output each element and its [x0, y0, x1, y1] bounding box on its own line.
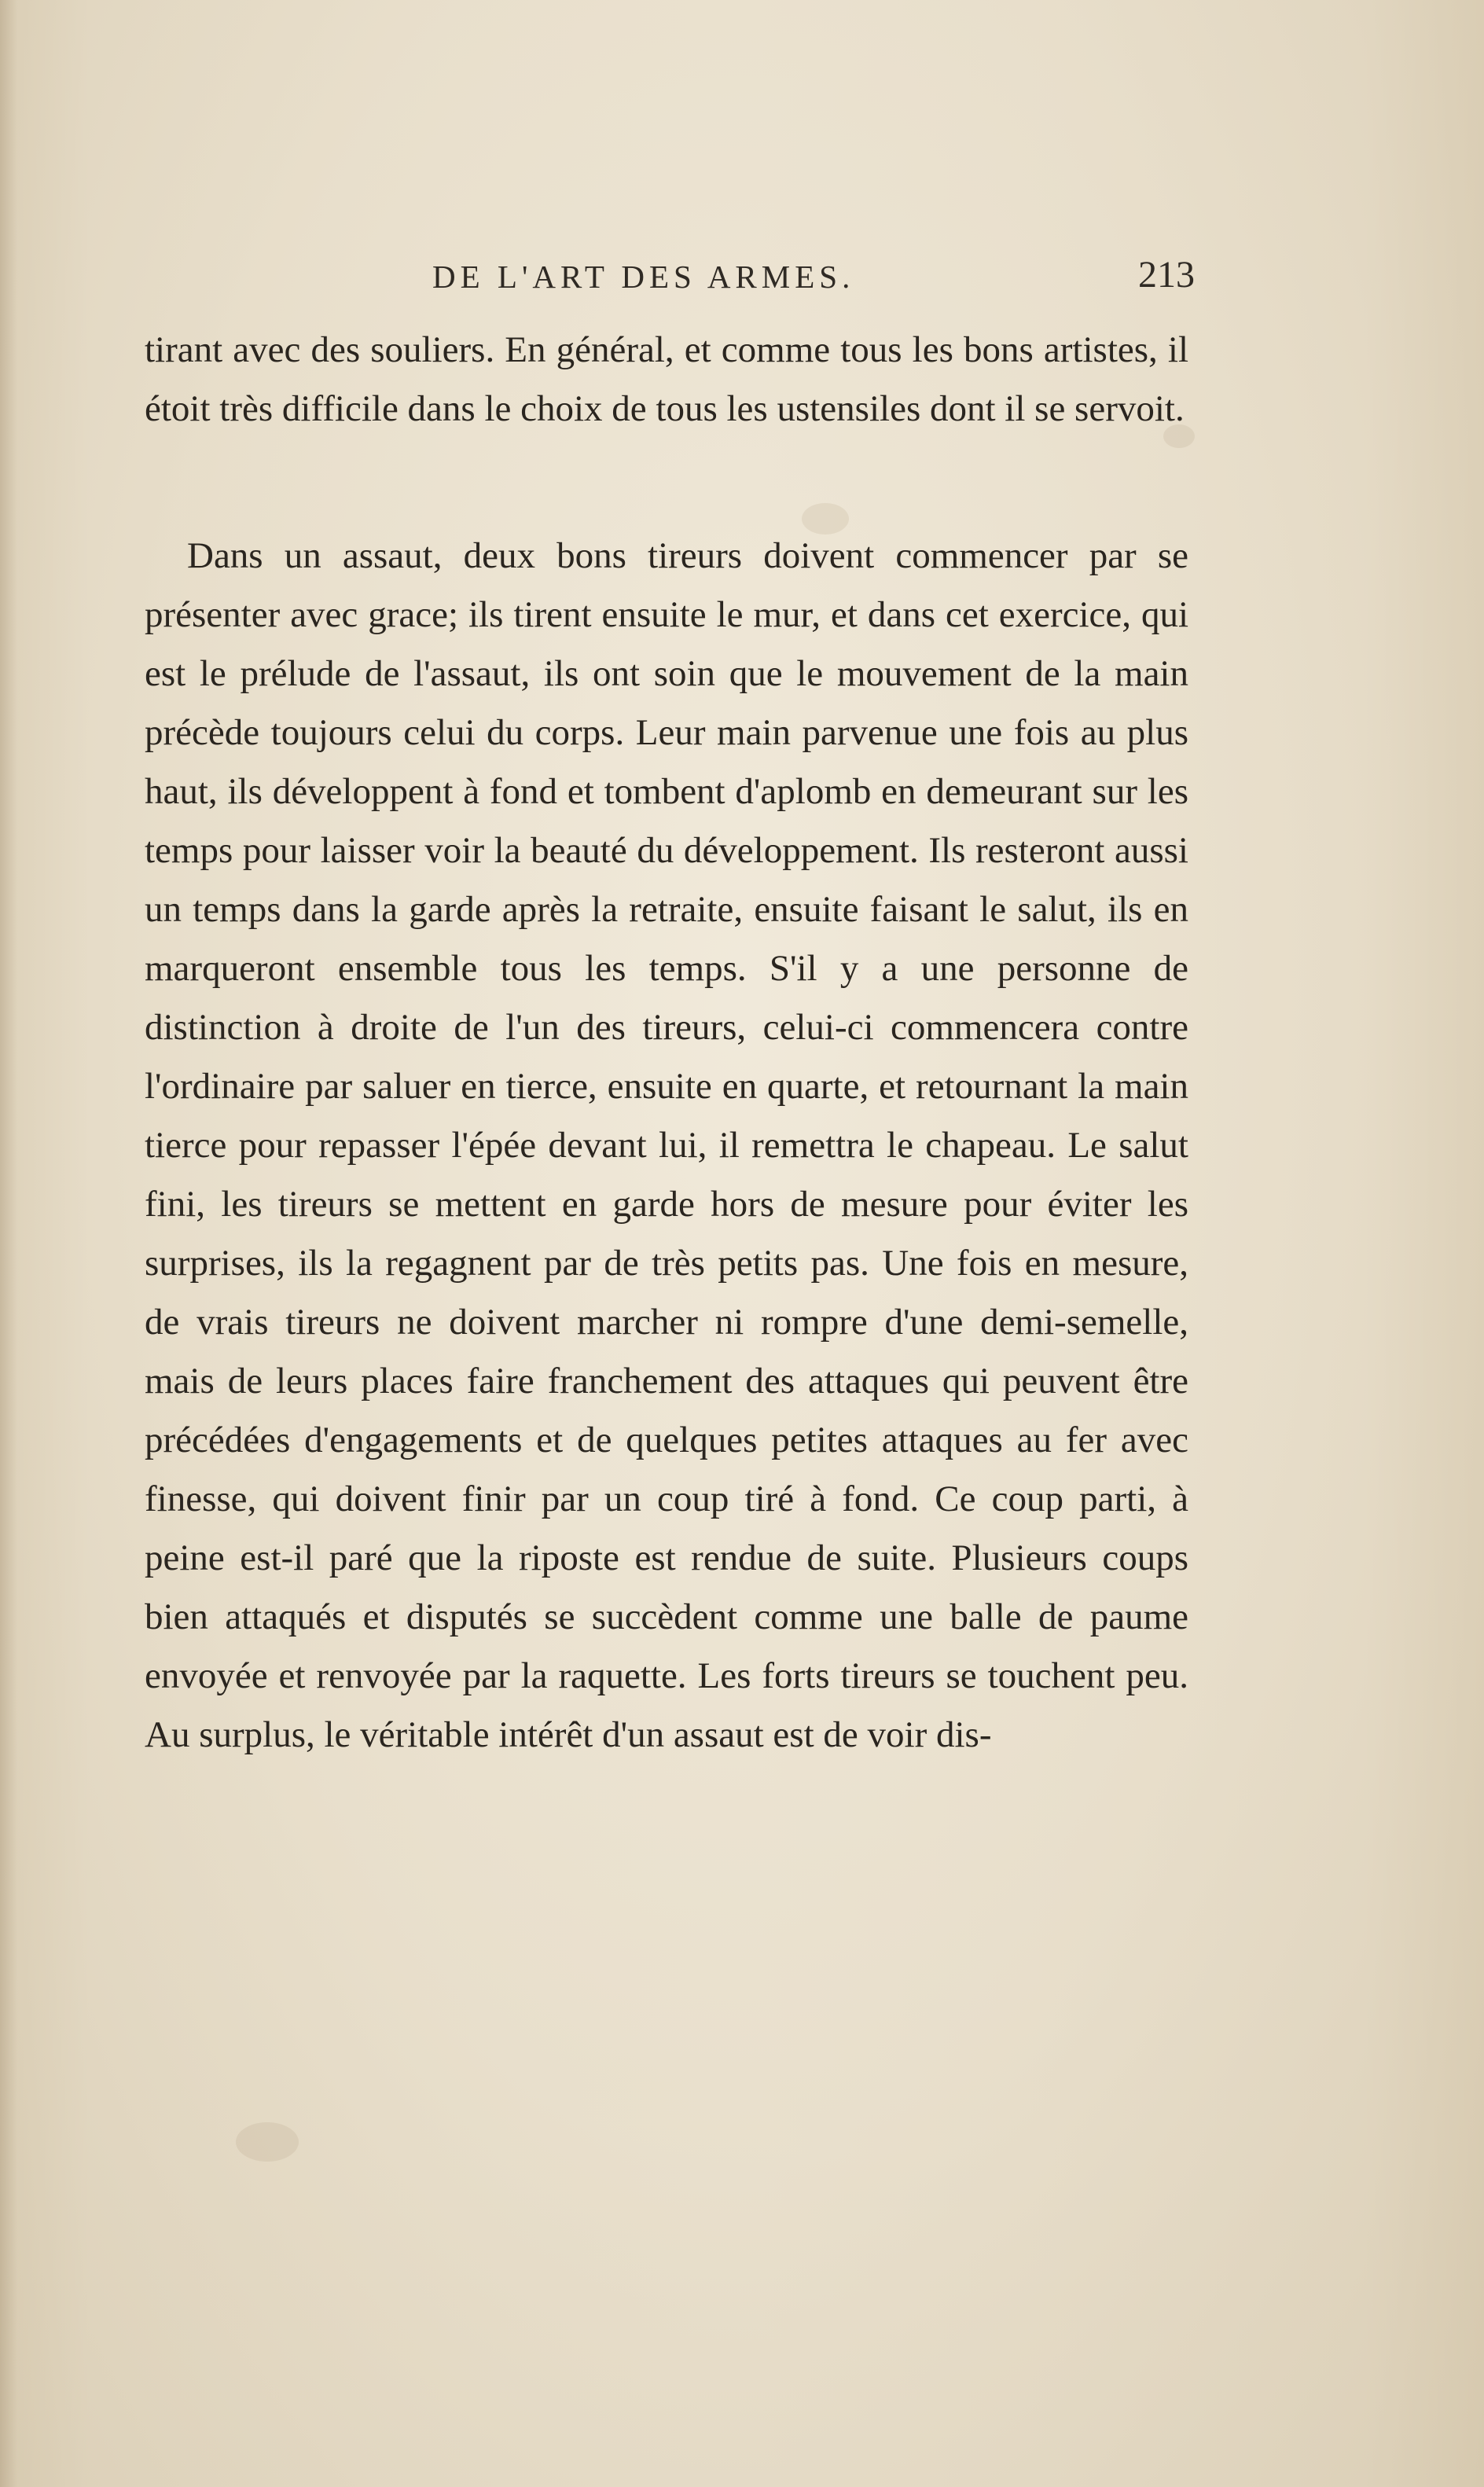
page-number: 213 [1138, 254, 1195, 296]
paper-stain [236, 2122, 299, 2162]
paragraph: Dans un assaut, deux bons tireurs doivent commencer par se présenter avec grace; ils tirent ensuite le mur, et dans cet exercice, qui est le prélude de l'assaut, ils ont soin que le mouvement de la main précède toujours celui du corps. Leur main parvenue une fois au plus haut, ils développent à fond et tombent d'aplomb en demeurant sur les temps pour laisser voir la beauté du développement. Ils resteront aussi un temps dans la garde après la retraite, ensuite faisant le salut, ils en marqueront ensemble tous les temps. S'il y a une personne de distinction à droite de l'un des tireurs, celui-ci commencera contre l'ordinaire par saluer en tierce, ensuite en quarte, et retournant la main tierce pour repasser l'épée devant lui, il remettra le chapeau. Le salut fini, les tireurs se mettent en garde hors de mesure pour éviter les surprises, ils la regagnent par de très petits pas. Une fois en mesure, de vrais tireurs ne doivent marcher ni rompre d'une demi-semelle, mais de leurs places faire franchement des attaques qui peuvent être précédées d'engagements et de quelques petites attaques au fer avec finesse, qui doivent finir par un coup tiré à fond. Ce coup parti, à peine est-il paré que la riposte est rendue de suite. Plusieurs coups bien attaqués et disputés se succèdent comme une balle de paume envoyée et renvoyée par la raquette. Les forts tireurs se touchent peu. Au surplus, le véritable intérêt d'un assaut est de voir dis- [145, 535, 1188, 1755]
running-title: DE L'ART DES ARMES. [432, 259, 855, 295]
running-head [141, 250, 1195, 307]
paragraph: tirant avec des souliers. En général, et comme tous les bons artistes, il étoit très difficile dans le choix de tous les ustensiles dont il se servoit. [145, 329, 1188, 429]
body-text [145, 321, 1188, 1765]
